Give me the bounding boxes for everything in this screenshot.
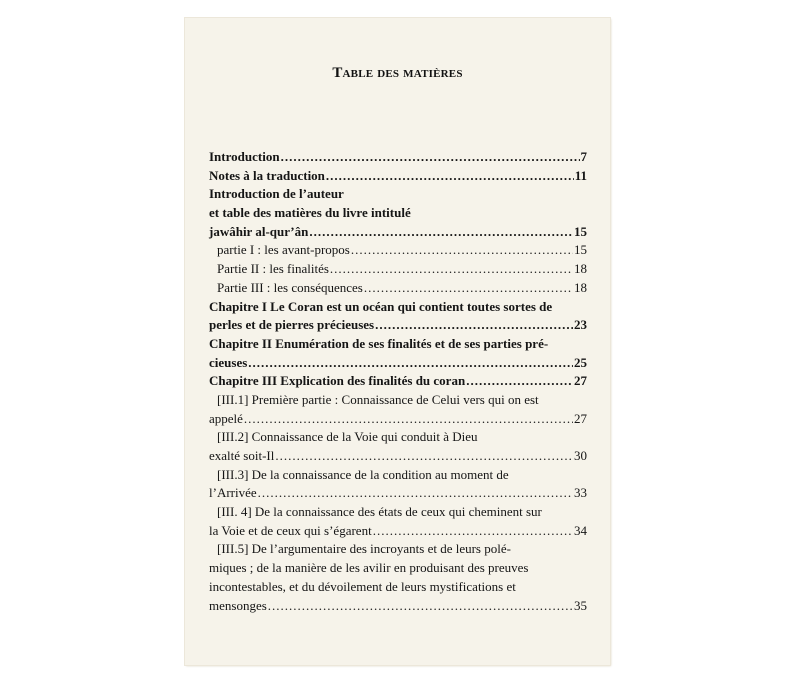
toc-entry bbox=[209, 391, 587, 410]
toc-entry bbox=[209, 447, 587, 466]
toc-entry-text: [III. 4] De la connaissance des états de ceux qui cheminent sur bbox=[217, 504, 542, 520]
toc-entry bbox=[209, 316, 587, 335]
dot-leader bbox=[248, 354, 573, 373]
page-title: Table des matières bbox=[332, 65, 463, 81]
toc-entry-text: Chapitre I Le Coran est un océan qui contient toutes sortes de bbox=[209, 298, 553, 314]
toc-page-number: 33 bbox=[574, 485, 587, 501]
toc-entry-text: perles et de pierres précieuses bbox=[209, 317, 375, 333]
toc-entry-text: [III.2] Connaissance de la Voie qui conduit à Dieu bbox=[217, 429, 478, 445]
toc-entry-text: Chapitre II Enumération de ses finalités et de ses parties pré- bbox=[209, 335, 549, 351]
dot-leader bbox=[351, 241, 573, 260]
toc-entry bbox=[209, 148, 587, 167]
toc-page-number: 25 bbox=[574, 354, 587, 370]
toc-entry-text: l’Arrivée bbox=[209, 485, 257, 501]
toc-entry-text: partie I : les avant-propos bbox=[217, 242, 350, 258]
toc-entry-text: Introduction de l’auteur bbox=[209, 186, 344, 202]
dot-leader bbox=[373, 522, 573, 541]
toc-entry-text: exalté soit-Il bbox=[209, 448, 275, 463]
toc-entry bbox=[209, 185, 587, 204]
toc-page-number: 15 bbox=[574, 223, 587, 239]
dot-leader bbox=[281, 148, 580, 167]
toc-page-number: 23 bbox=[574, 317, 587, 333]
toc-page-number: 35 bbox=[574, 597, 587, 613]
toc-entry-text: Chapitre III Explication des finalités du coran bbox=[209, 373, 466, 389]
toc-entry-text: [III.3] De la connaissance de la condition au moment de bbox=[217, 466, 509, 482]
dot-leader bbox=[375, 316, 573, 335]
toc-entry bbox=[209, 260, 587, 279]
dot-leader bbox=[364, 279, 573, 298]
toc-page-number: 27 bbox=[574, 410, 587, 426]
book-page bbox=[185, 18, 610, 665]
toc-entry-text: et table des matières du livre intitulé bbox=[209, 205, 411, 221]
table-of-contents bbox=[209, 148, 587, 615]
toc-entry bbox=[209, 167, 587, 186]
dot-leader bbox=[309, 223, 573, 242]
toc-entry bbox=[209, 298, 587, 317]
toc-entry-text: [III.5] De l’argumentaire des incroyants et de leurs polé- bbox=[217, 541, 511, 557]
toc-entry bbox=[209, 241, 587, 260]
toc-entry bbox=[209, 279, 587, 298]
toc-entry bbox=[209, 410, 587, 429]
toc-entry bbox=[209, 522, 587, 541]
toc-page-number: 18 bbox=[574, 279, 587, 295]
toc-entry bbox=[209, 540, 587, 559]
toc-entry bbox=[209, 354, 587, 373]
toc-entry-text: appelé bbox=[209, 410, 243, 426]
toc-entry bbox=[209, 559, 587, 578]
toc-entry bbox=[209, 578, 587, 597]
toc-entry-text: [III.1] Première partie : Connaissance de Celui vers qui on est bbox=[217, 391, 539, 407]
toc-page-number: 30 bbox=[574, 448, 587, 463]
dot-leader bbox=[275, 447, 573, 466]
dot-leader bbox=[330, 260, 573, 279]
toc-entry-text: Introduction bbox=[209, 149, 280, 164]
toc-page-number: 15 bbox=[574, 242, 587, 258]
toc-entry bbox=[209, 503, 587, 522]
toc-page-number: 7 bbox=[580, 149, 587, 164]
dot-leader bbox=[326, 167, 574, 186]
toc-page-number: 27 bbox=[574, 373, 587, 389]
toc-entry bbox=[209, 466, 587, 485]
toc-entry-text: jawâhir al-qur’ân bbox=[209, 223, 309, 239]
toc-page-number: 11 bbox=[574, 167, 587, 183]
toc-entry-text: mensonges bbox=[209, 597, 267, 613]
toc-entry bbox=[209, 372, 587, 391]
toc-entry bbox=[209, 428, 587, 447]
toc-entry-text: Partie III : les conséquences bbox=[217, 279, 363, 295]
toc-page-number: 18 bbox=[574, 261, 587, 277]
toc-entry bbox=[209, 204, 587, 223]
dot-leader bbox=[268, 597, 573, 616]
toc-entry bbox=[209, 484, 587, 503]
toc-entry-text: la Voie et de ceux qui s’égarent bbox=[209, 522, 372, 538]
dot-leader bbox=[244, 410, 573, 429]
toc-entry-text: cieuses bbox=[209, 354, 248, 370]
toc-entry-text: Partie II : les finalités bbox=[217, 261, 329, 277]
toc-entry-text: miques ; de la manière de les avilir en produisant des preuves bbox=[209, 560, 529, 576]
toc-entry-text: Notes à la traduction bbox=[209, 167, 325, 183]
toc-entry bbox=[209, 223, 587, 242]
toc-entry bbox=[209, 597, 587, 616]
dot-leader bbox=[466, 372, 573, 391]
toc-entry bbox=[209, 335, 587, 354]
toc-entry-text: incontestables, et du dévoilement de leurs mystifications et bbox=[209, 578, 516, 594]
toc-page-number: 34 bbox=[574, 522, 587, 538]
dot-leader bbox=[258, 484, 573, 503]
